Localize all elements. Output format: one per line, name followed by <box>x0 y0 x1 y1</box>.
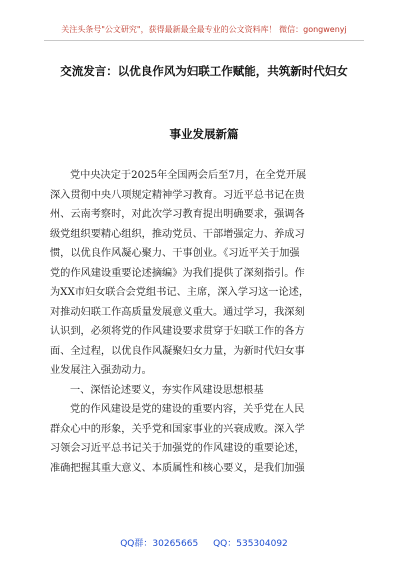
paragraph-line: 党中央决定于2025年全国两会后至7月，在全党开展 <box>70 170 307 181</box>
paragraph-line: 深入贯彻中央八项规定精神学习教育。习近平总书记在贵 <box>50 189 305 201</box>
document-title-line-2: 事业发展新篇 <box>169 127 239 141</box>
paragraph-line: 级党组织要精心组织，推动党员、干部增强定力、养成习 <box>50 228 305 240</box>
footer-qq: QQ：535304092 <box>213 539 288 549</box>
footer-contact <box>0 536 408 549</box>
paragraph-line: 习领会习近平总书记关于加强党的作风建设的重要论述， <box>50 443 305 454</box>
paragraph-line: 惯，以优良作风凝心聚力、干事创业。《习近平关于加强 <box>50 248 300 259</box>
paragraph-line: 业发展注入强劲动力。 <box>50 365 152 376</box>
paragraph-line: 党的作风建设是党的建设的重要内容，关乎党在人民 <box>70 404 305 415</box>
section-heading: 一、深悟论述要义，夯实作风建设思想根基 <box>70 384 264 396</box>
header-note: 关注头条号"公文研究"，获得最新最全最专业的公文资料库！ 微信：gongwenyj <box>61 25 347 34</box>
paragraph-line: 面、全过程，以优良作风凝聚妇女力量，为新时代妇女事 <box>50 345 305 357</box>
paragraph-line: 对推动妇联工作高质量发展意义重大。通过学习，我深刻 <box>50 306 305 318</box>
header-divider <box>44 40 364 41</box>
paragraph-line: 为XX市妇女联合会党组书记、主席，深入学习这一论述， <box>50 287 310 298</box>
paragraph-line: 州、云南考察时，对此次学习教育提出明确要求，强调各 <box>50 209 305 220</box>
footer-qq-group: QQ群：30265665 <box>120 539 199 549</box>
paragraph-line: 认识到，必须将党的作风建设要求贯穿于妇联工作的各方 <box>50 326 305 337</box>
document-body <box>50 166 358 478</box>
paragraph-line: 群众心中的形象，关乎党和国家事业的兴衰成败。深入学 <box>50 423 305 435</box>
paragraph-line: 准确把握其重大意义、本质属性和核心要义，是我们加强 <box>50 462 305 474</box>
document-title-line-1: 交流发言：以优良作风为妇联工作赋能，共筑新时代妇女 <box>60 64 348 78</box>
paragraph-line: 党的作风建设重要论述摘编》为我们提供了深刻指引。作 <box>50 267 305 279</box>
